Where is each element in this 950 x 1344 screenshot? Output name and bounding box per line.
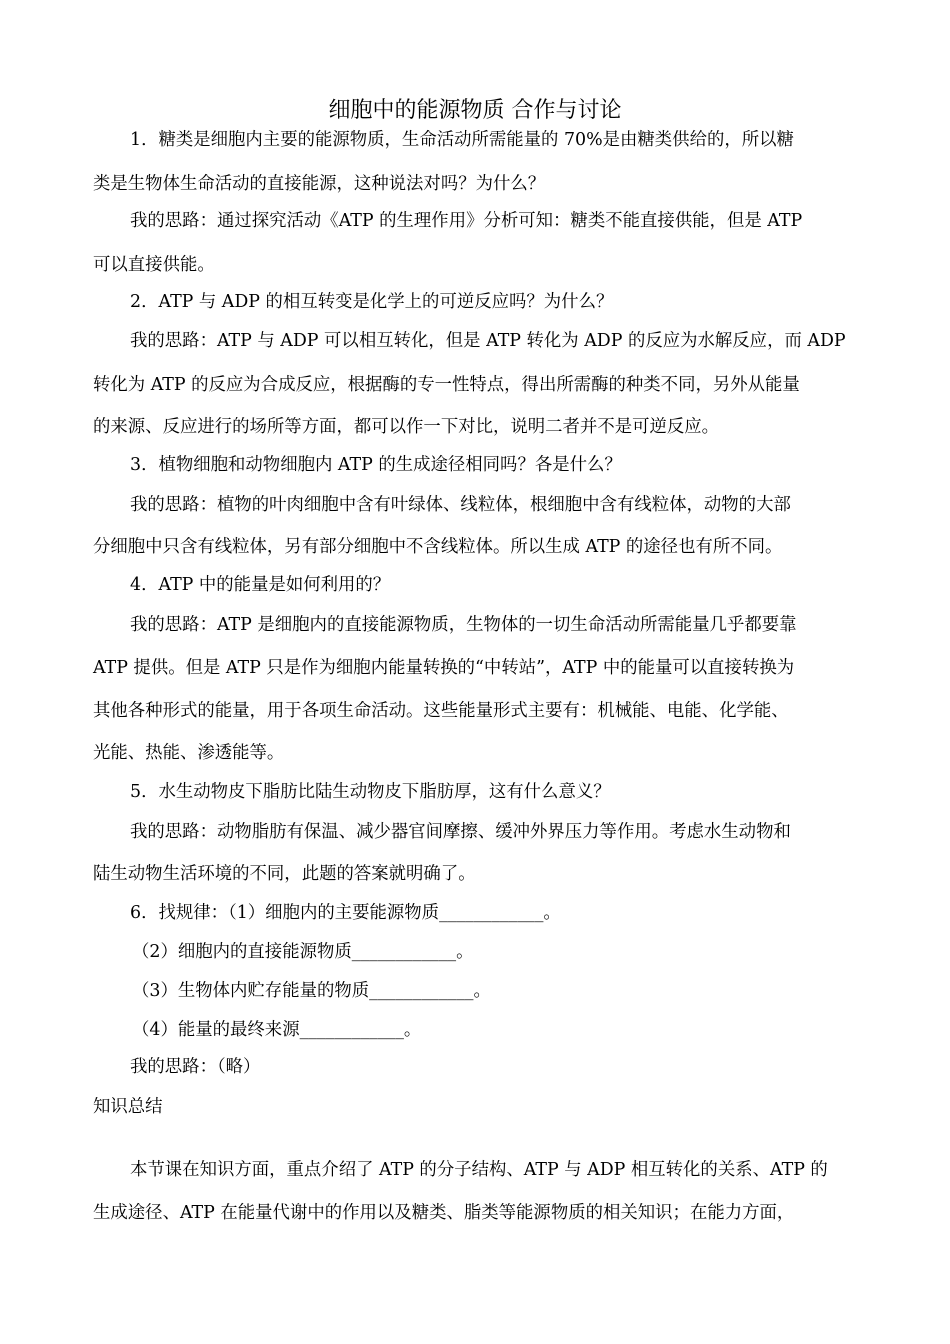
q3-answer-line-1: 我的思路：植物的叶肉细胞中含有叶绿体、线粒体，根细胞中含有线粒体，动物的大部 [130, 495, 791, 515]
q6-answer: 我的思路：（略） [130, 1057, 261, 1077]
q4-answer-line-2: ATP 提供。但是 ATP 只是作为细胞内能量转换的“中转站”，ATP 中的能量可以直接转换为 [93, 658, 795, 678]
q4-answer-line-1: 我的思路：ATP 是细胞内的直接能源物质，生物体的一切生命活动所需能量几乎都要靠 [130, 615, 797, 635]
summary-heading: 知识总结 [93, 1097, 163, 1117]
q5-answer-line-1: 我的思路：动物脂肪有保温、减少器官间摩擦、缓冲外界压力等作用。考虑水生动物和 [130, 822, 791, 842]
q2-answer-line-2: 转化为 ATP 的反应为合成反应，根据酶的专一性特点，得出所需酶的种类不同，另外从能量 [93, 375, 800, 395]
q6-item-2: （2）细胞内的直接能源物质____________。 [132, 942, 474, 962]
q1-answer-line-1: 我的思路：通过探究活动《ATP 的生理作用》分析可知：糖类不能直接供能，但是 ATP [130, 211, 803, 231]
q3-answer-line-2: 分细胞中只含有线粒体，另有部分细胞中不含线粒体。所以生成 ATP 的途径也有所不同。 [93, 537, 783, 557]
q1-answer-line-2: 可以直接供能。 [93, 255, 215, 275]
q6-item-3: （3）生物体内贮存能量的物质____________。 [132, 981, 491, 1001]
q5-answer-line-2: 陆生动物生活环境的不同，此题的答案就明确了。 [93, 864, 476, 884]
q2-line-1: 2．ATP 与 ADP 的相互转变是化学上的可逆反应吗？为什么？ [130, 292, 614, 312]
summary-line-1: 本节课在知识方面，重点介绍了 ATP 的分子结构、ATP 与 ADP 相互转化的关系、ATP 的 [130, 1160, 828, 1180]
q6-item-4: （4）能量的最终来源____________。 [132, 1020, 422, 1040]
q5-line-1: 5．水生动物皮下脂肪比陆生动物皮下脂肪厚，这有什么意义？ [130, 782, 611, 802]
q4-answer-line-4: 光能、热能、渗透能等。 [93, 743, 285, 763]
q4-line-1: 4．ATP 中的能量是如何利用的？ [130, 575, 391, 595]
q1-line-2: 类是生物体生命活动的直接能源，这种说法对吗？为什么？ [93, 174, 546, 194]
q4-answer-line-3: 其他各种形式的能量，用于各项生命活动。这些能量形式主要有：机械能、电能、化学能、 [93, 701, 789, 721]
summary-line-2: 生成途径、ATP 在能量代谢中的作用以及糖类、脂类等能源物质的相关知识；在能力方面， [93, 1203, 795, 1223]
q6-line-1: 6．找规律：（1）细胞内的主要能源物质____________。 [130, 903, 561, 923]
document-title: 细胞中的能源物质 合作与讨论 [328, 98, 622, 123]
q1-line-1: 1．糖类是细胞内主要的能源物质，生命活动所需能量的 70%是由糖类供给的，所以糖 [130, 130, 794, 150]
q3-line-1: 3．植物细胞和动物细胞内 ATP 的生成途径相同吗？各是什么？ [130, 455, 622, 475]
q2-answer-line-3: 的来源、反应进行的场所等方面，都可以作一下对比，说明二者并不是可逆反应。 [93, 417, 720, 437]
q2-answer-line-1: 我的思路：ATP 与 ADP 可以相互转化，但是 ATP 转化为 ADP 的反应为水解反应，而 ADP [130, 331, 846, 351]
